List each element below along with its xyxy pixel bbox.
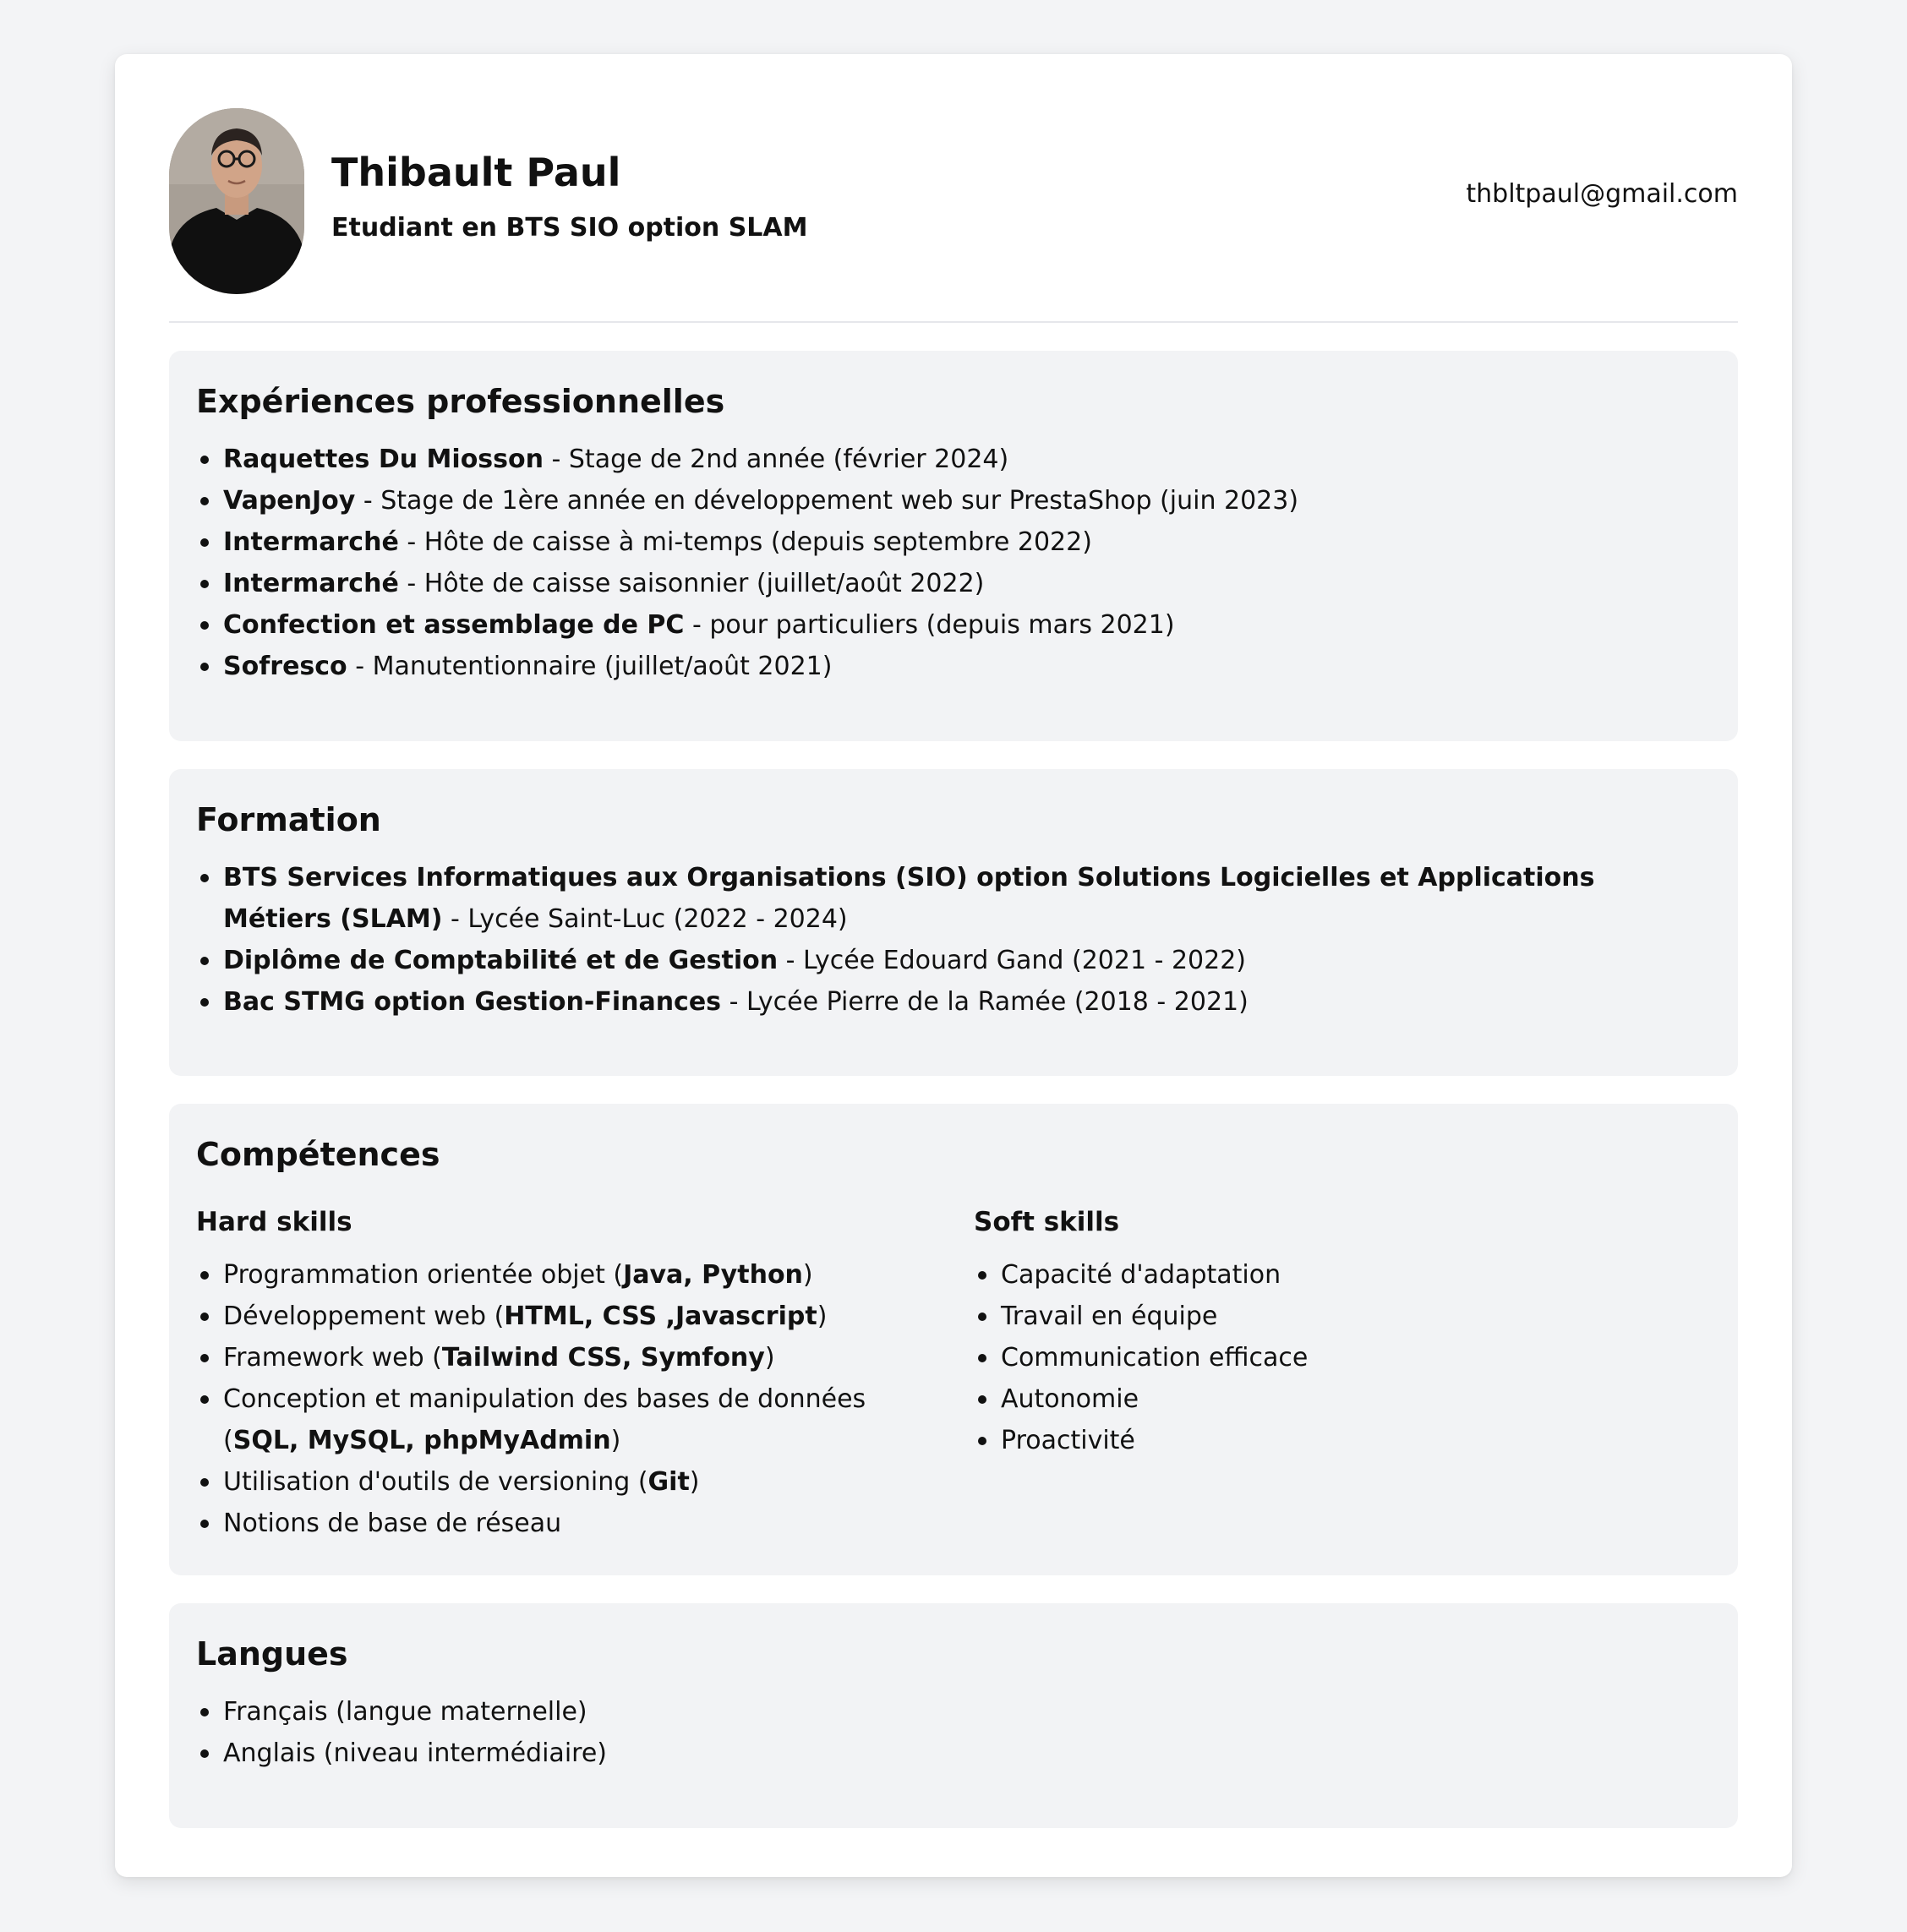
list-item	[196, 439, 1711, 480]
item-text: - Lycée Saint-Luc (2022 - 2024)	[442, 903, 848, 934]
item-text: Développement web (	[223, 1301, 505, 1331]
hard-skills-list	[196, 1254, 898, 1544]
person-title: Etudiant en BTS SIO option SLAM	[331, 213, 808, 243]
cv-card	[115, 54, 1792, 1877]
soft-skills-column	[974, 1205, 1735, 1461]
list-item	[196, 1461, 898, 1503]
item-strong: Confection et assemblage de PC	[223, 609, 685, 640]
list-item: Autonomie	[974, 1378, 1735, 1420]
item-text: - Lycée Pierre de la Ramée (2018 - 2021)	[721, 986, 1249, 1017]
list-item	[196, 521, 1711, 563]
list-item: Capacité d'adaptation	[974, 1254, 1735, 1296]
languages-section	[169, 1603, 1738, 1828]
item-text: Programmation orientée objet (	[223, 1259, 624, 1290]
list-item	[196, 1503, 898, 1544]
list-item	[196, 1378, 898, 1461]
email-address: thbltpaul@gmail.com	[1466, 179, 1738, 209]
list-item	[196, 563, 1711, 604]
soft-skills-list	[974, 1254, 1735, 1461]
item-text: )	[764, 1342, 775, 1373]
item-text: Conception et manipulation des bases de données (	[223, 1384, 866, 1455]
list-item	[196, 1296, 898, 1337]
list-item	[196, 604, 1711, 646]
skills-heading: Compétences	[196, 1136, 440, 1173]
item-strong: BTS Services Informatiques aux Organisations (SIO) option Solutions Logicielles et Applications Métiers (SLAM)	[223, 862, 1595, 934]
item-text: - Manutentionnaire (juillet/août 2021)	[347, 651, 833, 681]
languages-heading: Langues	[196, 1635, 348, 1673]
item-strong: Raquettes Du Miosson	[223, 444, 544, 474]
list-item: Anglais (niveau intermédiaire)	[196, 1733, 1711, 1774]
item-strong: Intermarché	[223, 527, 399, 557]
item-text: - Hôte de caisse à mi-temps (depuis septembre 2022)	[398, 527, 1092, 557]
education-section	[169, 769, 1738, 1076]
person-name: Thibault Paul	[331, 150, 621, 195]
item-strong: Tailwind CSS, Symfony	[441, 1342, 765, 1373]
item-strong: Git	[648, 1466, 690, 1497]
avatar	[169, 108, 304, 294]
item-text: )	[817, 1301, 828, 1331]
list-item	[196, 981, 1711, 1023]
list-item	[196, 646, 1711, 687]
item-strong: Intermarché	[223, 568, 399, 598]
item-text: - Stage de 2nd année (février 2024)	[543, 444, 1009, 474]
list-item	[196, 857, 1711, 940]
item-strong: Java, Python	[623, 1259, 803, 1290]
item-strong: VapenJoy	[223, 485, 356, 516]
hard-skills-heading: Hard skills	[196, 1206, 352, 1237]
item-strong: Bac STMG option Gestion-Finances	[223, 986, 722, 1017]
list-item	[196, 480, 1711, 521]
skills-section	[169, 1104, 1738, 1575]
cv-header	[169, 108, 1738, 323]
soft-skills-heading: Soft skills	[974, 1206, 1120, 1237]
experience-heading: Expériences professionnelles	[196, 383, 725, 420]
hard-skills-column	[196, 1205, 898, 1544]
item-text: - Lycée Edouard Gand (2021 - 2022)	[778, 945, 1247, 975]
education-list	[196, 857, 1711, 1023]
list-item: Communication efficace	[974, 1337, 1735, 1378]
item-strong: SQL, MySQL, phpMyAdmin	[232, 1425, 611, 1455]
list-item	[196, 1337, 898, 1378]
item-strong: Sofresco	[223, 651, 347, 681]
item-text: )	[610, 1425, 621, 1455]
item-text: )	[802, 1259, 813, 1290]
experience-list	[196, 439, 1711, 687]
item-strong: HTML, CSS ,Javascript	[504, 1301, 817, 1331]
item-text: - Stage de 1ère année en développement web sur PrestaShop (juin 2023)	[355, 485, 1299, 516]
item-strong: Diplôme de Comptabilité et de Gestion	[223, 945, 779, 975]
list-item	[196, 940, 1711, 981]
item-text: )	[689, 1466, 700, 1497]
list-item	[196, 1254, 898, 1296]
item-text: Framework web (	[223, 1342, 442, 1373]
list-item: Proactivité	[974, 1420, 1735, 1461]
item-text: - Hôte de caisse saisonnier (juillet/août 2022)	[398, 568, 985, 598]
experience-section	[169, 351, 1738, 741]
languages-list	[196, 1691, 1711, 1774]
profile-photo	[169, 108, 304, 294]
list-item: Français (langue maternelle)	[196, 1691, 1711, 1733]
education-heading: Formation	[196, 801, 381, 838]
item-text: Notions de base de réseau	[223, 1508, 562, 1538]
list-item: Travail en équipe	[974, 1296, 1735, 1337]
item-text: - pour particuliers (depuis mars 2021)	[684, 609, 1175, 640]
item-text: Utilisation d'outils de versioning (	[223, 1466, 648, 1497]
